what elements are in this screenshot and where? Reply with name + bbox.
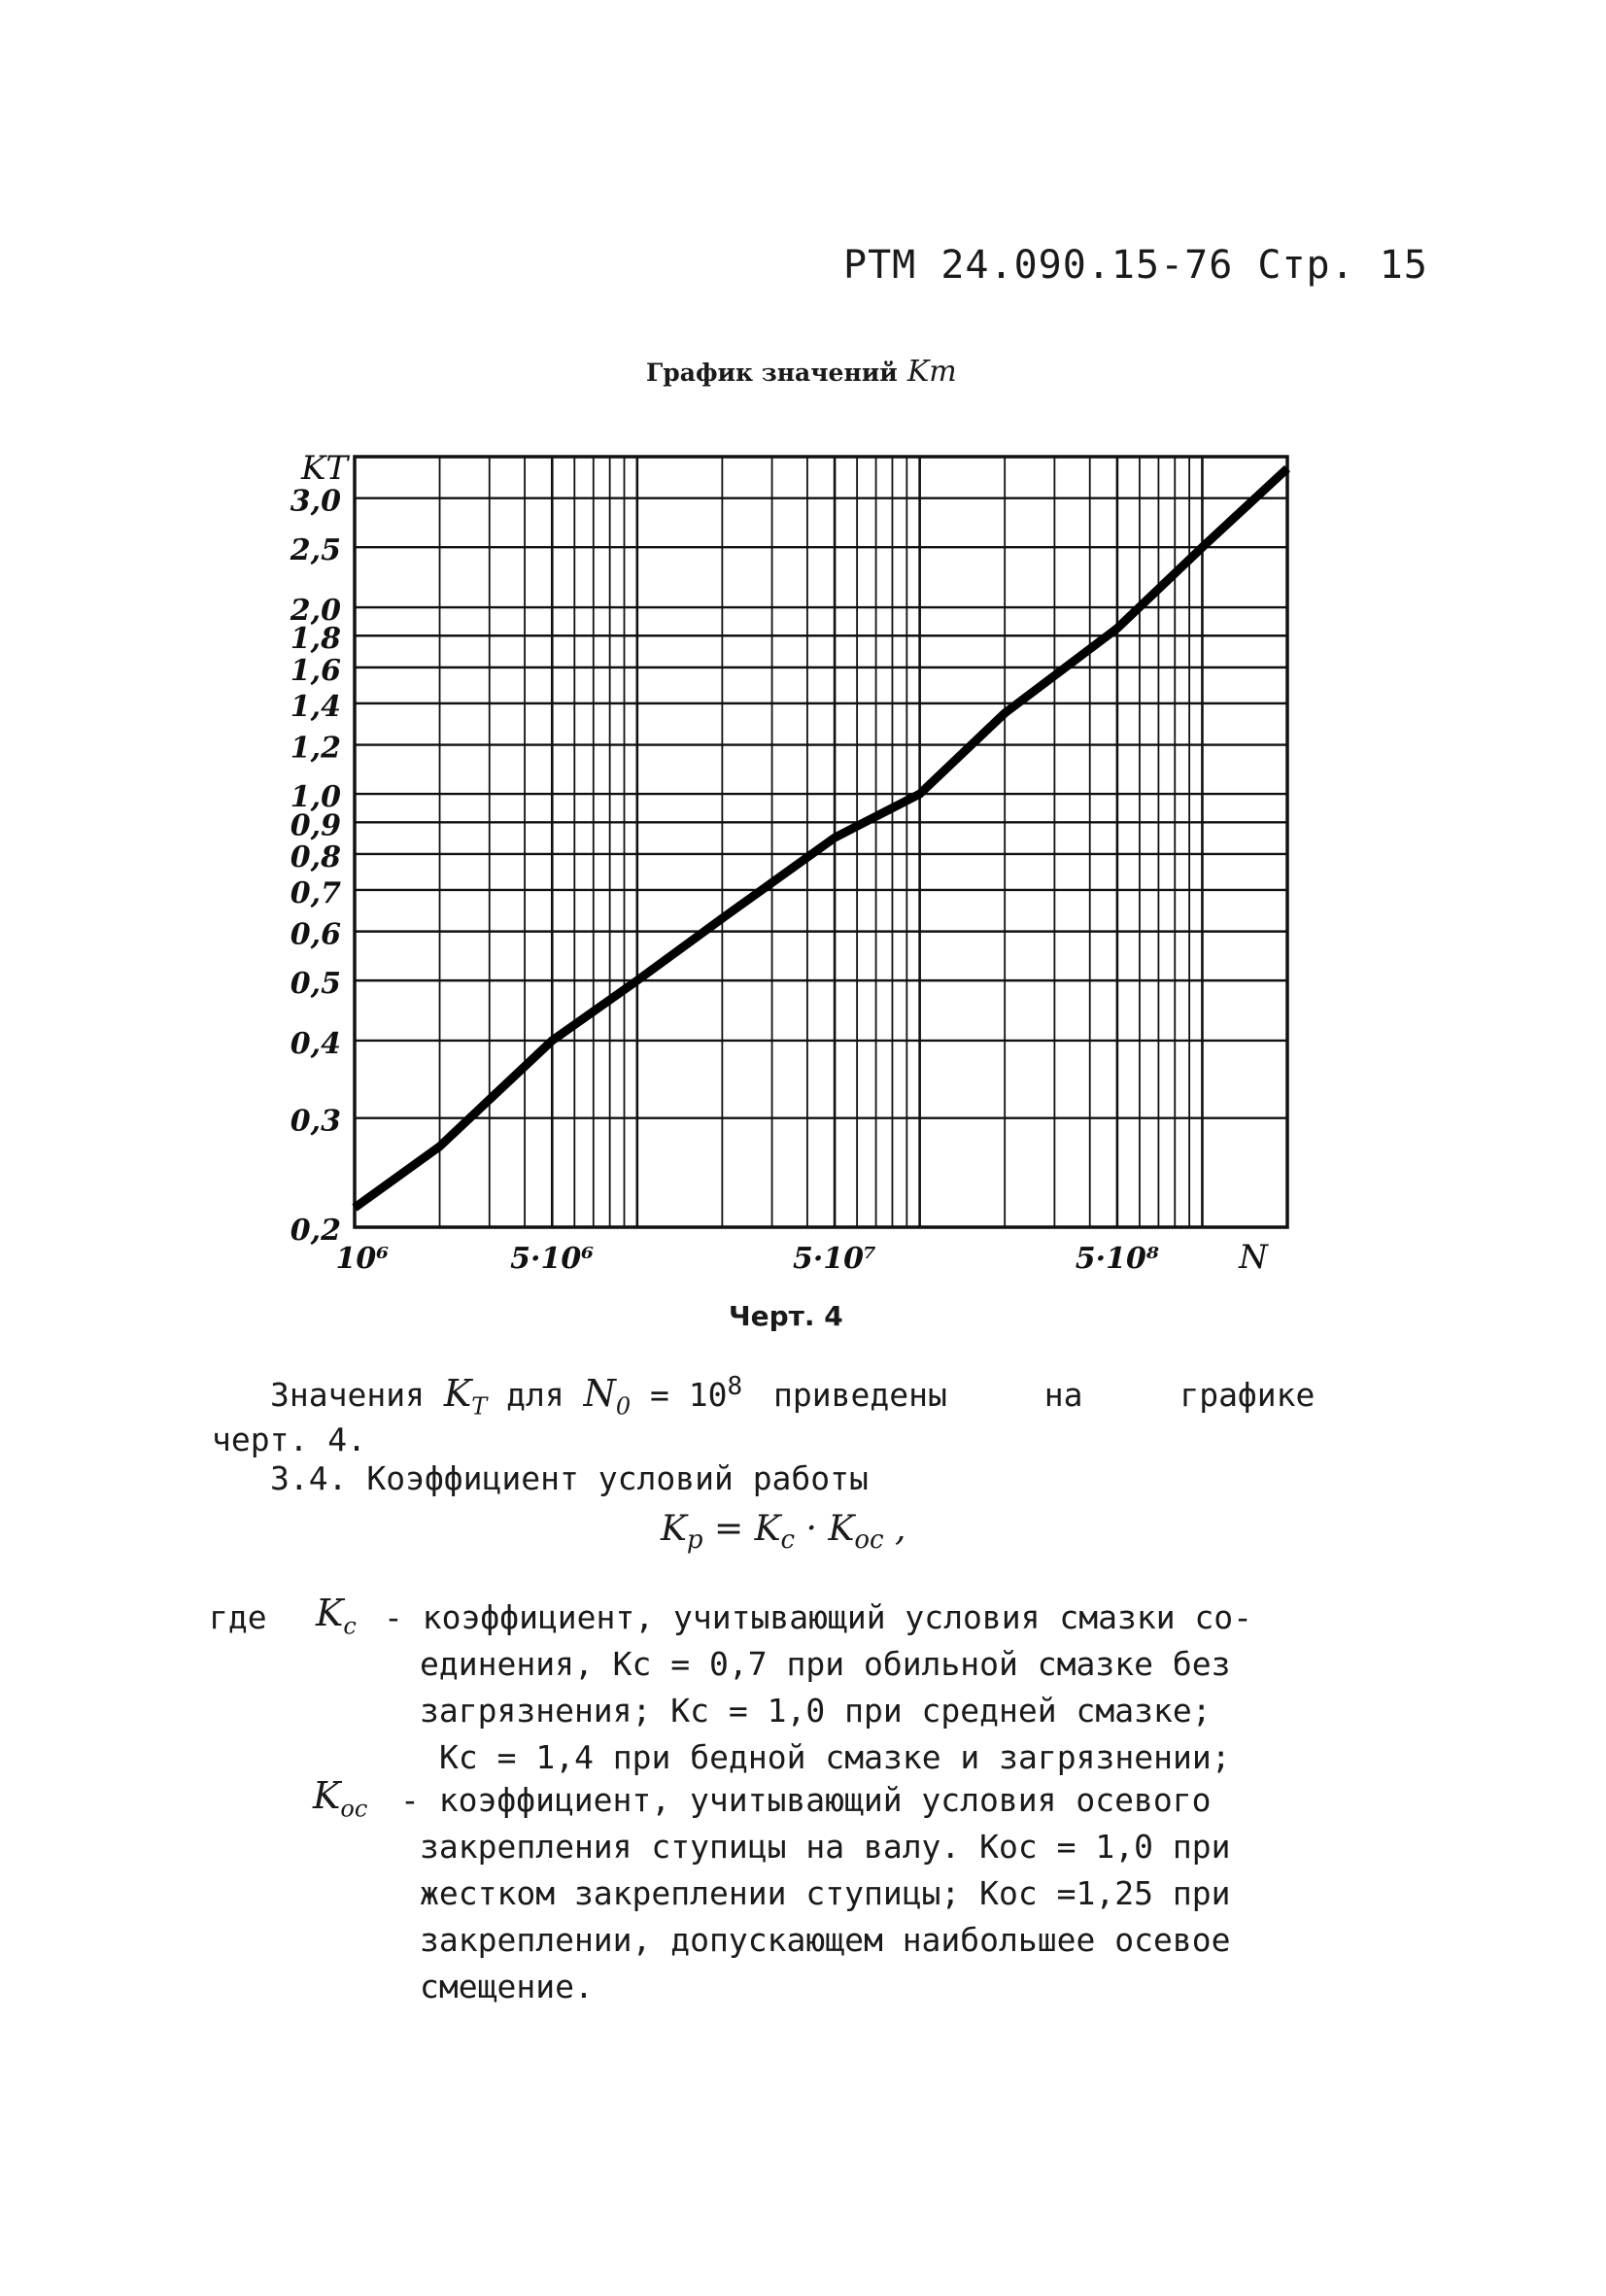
x-tick-label: 5·10⁶: [510, 1242, 595, 1276]
y-tick-label: 1,8: [290, 622, 341, 657]
y-tick-label: 0,6: [290, 917, 341, 952]
koc-definition-line-1: - коэффициент, учитывающий условия осевого: [400, 1781, 1212, 1819]
koc-definition-line-3: жестком закреплении ступицы; Koc =1,25 при: [420, 1874, 1231, 1912]
y-tick-label: 0,2: [290, 1214, 341, 1248]
kc-definition-line-1: - коэффициент, учитывающий условия смазки со-: [384, 1598, 1253, 1636]
para-word-1: приведены: [773, 1376, 947, 1414]
y-tick-label: 1,6: [290, 653, 341, 688]
para-mid: для: [506, 1376, 564, 1414]
y-tick-label: 0,3: [290, 1104, 341, 1139]
x-axis-label: N: [1239, 1238, 1268, 1277]
y-tick-label: 1,0: [290, 780, 341, 815]
y-tick-label: 2,5: [290, 533, 341, 568]
kt-curve: [355, 468, 1287, 1208]
y-tick-label: 0,5: [290, 967, 341, 1002]
koc-definition-line-5: смещение.: [420, 1968, 594, 2005]
koc-definition-line-2: закрепления ступицы на валу. Koc = 1,0 при: [420, 1828, 1231, 1866]
para-eq: = $10^8$: [650, 1372, 743, 1414]
para-word-2: на: [1043, 1376, 1083, 1414]
plot-frame: [355, 457, 1287, 1227]
formula-kp: $K_p = K_c \cdot K_{oc}$ ,: [661, 1509, 906, 1556]
x-tick-label: 10⁶: [335, 1242, 390, 1276]
symbol-kc: $K_c$: [316, 1592, 357, 1640]
page-header: РТМ 24.090.15-76 Стр. 15: [843, 243, 1428, 288]
y-tick-label: 0,7: [290, 875, 341, 910]
figure-caption: Черт. 4: [729, 1300, 843, 1332]
y-tick-label: 0,9: [290, 808, 341, 843]
symbol-n0: $N_0$: [583, 1372, 632, 1421]
y-tick-label: 0,4: [290, 1026, 341, 1061]
kc-definition-line-3: загрязнения; Kc = 1,0 при средней смазке;: [420, 1692, 1212, 1730]
x-tick-label: 5·10⁷: [792, 1242, 877, 1276]
paragraph-line-2: черт. 4.: [212, 1421, 366, 1458]
y-tick-label: 1,2: [290, 731, 341, 766]
kc-definition-line-4: Kc = 1,4 при бедной смазке и загрязнении;: [439, 1738, 1231, 1776]
where-label: где: [209, 1598, 267, 1636]
paragraph-kt-values: [270, 1372, 1315, 1421]
y-axis-label: KT: [301, 449, 349, 488]
para-prefix: Значения: [270, 1376, 425, 1414]
kc-definition-line-2: единения, Kc = 0,7 при обильной смазке без: [420, 1645, 1231, 1683]
symbol-koc: $K_{oc}$: [313, 1774, 368, 1823]
y-tick-label: 2,0: [290, 594, 341, 629]
chart-title-text: График значений: [646, 359, 898, 387]
x-tick-label: 5·10⁸: [1075, 1242, 1160, 1276]
y-tick-label: 1,4: [290, 689, 341, 724]
y-tick-label: 3,0: [290, 484, 341, 519]
para-word-3: графике: [1179, 1376, 1316, 1414]
section-heading: 3.4. Коэффициент условий работы: [270, 1459, 869, 1497]
symbol-kt: $K_T$: [443, 1372, 488, 1421]
y-tick-label: 0,8: [290, 840, 341, 874]
chart-title-symbol: Km: [906, 355, 957, 389]
koc-definition-line-4: закреплении, допускающем наибольшее осевое: [420, 1921, 1231, 1959]
